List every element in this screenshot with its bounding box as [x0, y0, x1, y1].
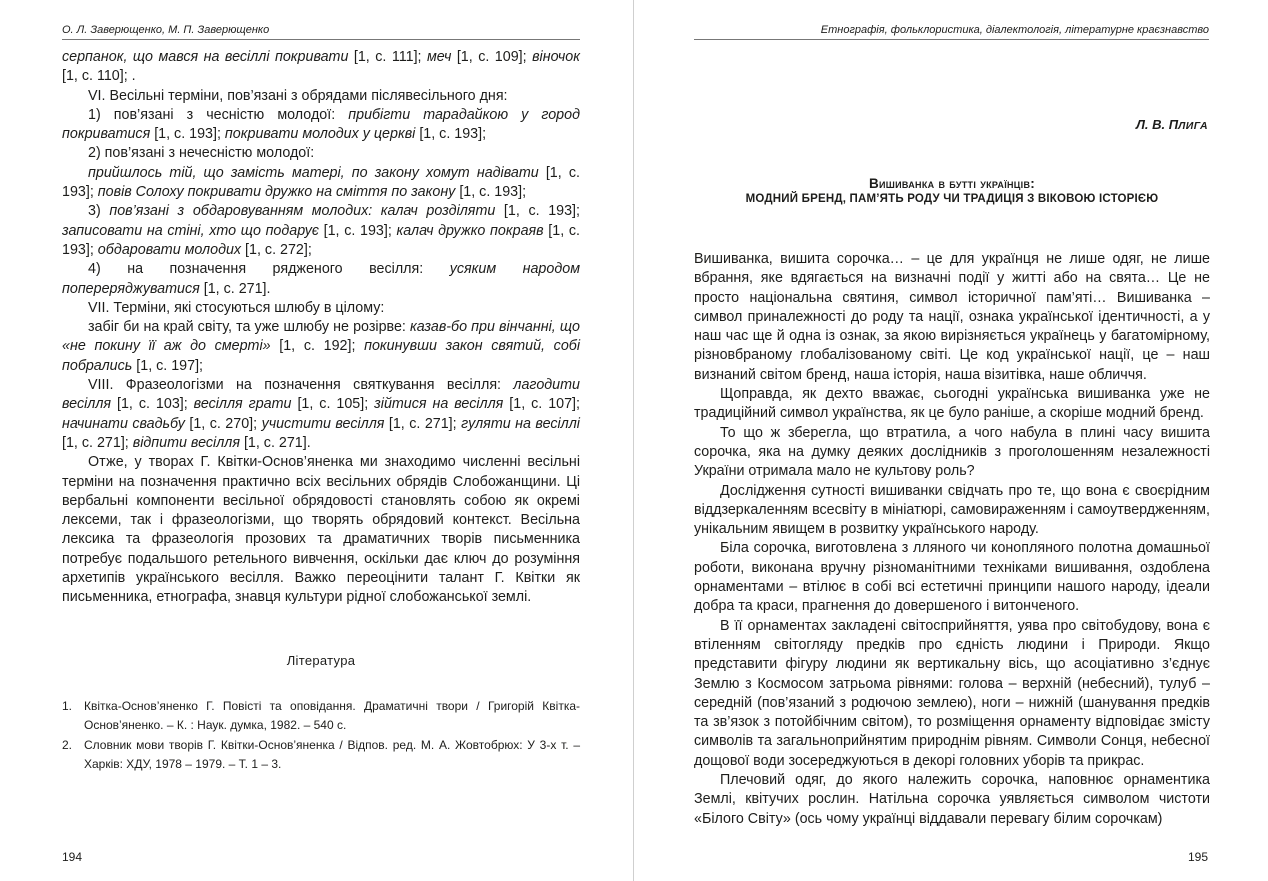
left-running-head: О. Л. Заверющенко, М. П. Заверющенко — [62, 24, 580, 40]
right-page — [634, 0, 1268, 881]
paragraph: Отже, у творах Г. Квітки-Основ’яненка ми знаходимо численні весільні терміни на позначення практично всіх весільних обрядів Слобожанщини. Ці вербальні компоненти весільної обрядовості становлять собою як окремі лексеми, так і фразеологізми, що творять обрядовий контекст. Весільна лексика та фразеологія прозових та драматичних творів письменника потребує подальшого ретельного вивчення, оскільки дає ключ до розуміння архетипів українського весілля. Важко переоцінити талант Г. Квітки як письменника, етнографа, знавця культури рідної слобожанської землі. — [62, 454, 580, 606]
paragraph: То що ж збереглa, що втратила, а чого набула в плині часу вишита сорочка, яка на думку деяких дослідників з проголошенням незалежності України отримала мало не культову роль? — [694, 424, 1210, 480]
paragraph: 3) пов’язані з обдаровуванням молодих: калач розділяти [1, с. 193]; записовати на стіні, хто що подарує [1, с. 193]; калач дружко покраяв [1, с. 193]; обдаровати молодих [1, с. 272]; — [62, 203, 581, 258]
bibliography-number: 2. — [62, 738, 73, 752]
article-title-line1: Вишиванка в бутті українців: — [868, 176, 1036, 191]
paragraph: 2) пов’язані з нечесністю молодої: — [88, 145, 315, 162]
bibliography-list — [62, 697, 580, 775]
paragraph: Щоправда, як дехто вважає, сьогодні українська вишиванка уже не традиційний символ українства, як це було раніше, а скоріше модний бренд. — [694, 386, 1210, 422]
bibliography-text: Квітка-Основ’яненко Г. Повісті та оповідання. Драматичні твори / Григорій Квітка-Основ’яненко. – К. : Наук. думка, 1982. – 540 с. — [84, 699, 580, 732]
paragraph: VI. Весільні терміни, пов’язані з обрядами післявесільного дня: — [88, 87, 508, 104]
right-running-head: Етнографія, фольклористика, діалектологія, літературне краєзнавство — [694, 24, 1209, 40]
left-page-number: 194 — [62, 850, 83, 864]
paragraph: 4) на позначення ряджeного весілля: усяким народом попереряджуватися [1, с. 271]. — [62, 261, 580, 297]
right-page-number: 195 — [1187, 850, 1208, 864]
paragraph: Вишиванка, вишита сорочка… – це для українця не лише одяг, не лише вбрання, яке вдягається на визначні події у житті або на свята… Це не просто національна святиня, символ історичної пам’яті… Вишиванка – символ приналежності до роду та нації, ознака української ідентичності, а у наш час ще й одна із ознак, за якою вирізняється українець у багатомірному, різновбраному глобалізованому світі. Це код української нації, це – наш визнаний світом бренд, наша історія, наша візитівка, наше обличчя. — [694, 251, 1210, 383]
paragraph: прийшлось тій, що замість матері, по закону хомут надівати [1, с. 193]; повів Солоху покривати дружко на сміття по закону [1, с. 193]; — [62, 164, 580, 201]
paragraph: 1) пов’язані з чесністю молодої: прибігти тарадайкою у город покриватися [1, с. 193]; покривати молодих у церкві [1, с. 193]; — [62, 106, 580, 143]
paragraph: Біла сорочка, виготовлена з лляного чи конопляного полотна домашньої роботи, виконана вручну різноманітними техніками вишивання, оздоблена орнаментами – втілює в собі всі естетичні принципи нашого народу, ідеали добра та краси, прагнення до довершеного і витонченого. — [694, 540, 1210, 615]
author-name: Л. В. ПЛИГА — [1136, 117, 1208, 132]
paragraph: серпанок, що мався на весіллі покривати [1, с. 111]; меч [1, с. 109]; віночок [1, с. 110]; . — [62, 49, 580, 85]
paragraph: VII. Терміни, які стосуються шлюбу в цілому: — [88, 299, 385, 316]
article-title — [694, 176, 1210, 205]
paragraph: Дослідження сутності вишиванки свідчать про те, що вона є своєрідним віддзеркаленням всесвіту в мініатюрі, самовираженням і самоутвердженням, унікальним явищем в розвитку українського народу. — [694, 482, 1210, 538]
bibliography-text: Словник мови творів Г. Квітки-Основ’яненка / Відпов. ред. М. А. Жовтобрюх: У 3-х т. – Харків: ХДУ, 1978 – 1979. – Т. 1 – 3. — [84, 738, 580, 771]
article-title-line2: МОДНИЙ БРЕНД, ПАМ’ЯТЬ РОДУ ЧИ ТРАДИЦІЯ З ВІКОВОЮ ІСТОРІЄЮ — [745, 193, 1159, 205]
bibliography-item — [62, 697, 580, 734]
literature-heading: Література — [286, 653, 356, 668]
bibliography-number: 1. — [62, 699, 73, 713]
paragraph: VIII. Фразеологізми на позначення святкування весілля: лагодити весілля [1, с. 103]; весілля грати [1, с. 105]; зійтися на весілля [1, с. 107]; начинати свадьбу [1, с. 270]; учистити весілля [1, с. 271]; гуляти на весіллі [1, с. 271]; відпити весілля [1, с. 271]. — [62, 377, 580, 451]
left-body-text — [62, 48, 580, 608]
paragraph: В її орнаментах закладені світосприйняття, уява про світобудову, вона є втіленням світогляду предків про єдність людини і Природи. Якщо представити фігуру людини як вертикальну вісь, що асоціативно з’єднує Землю з Космосом затрьома рівнями: голова – верхній (небесний), тулуб – середній (пов’язаний з родючою землею), ноги – нижній (шанування предків та зв’язок з потойбічним світом), то розміщення орнаменту відповідає змісту символів та загальноприйнятим природнім рівням. Символи Сонця, небесної дощової води зосереджуються в декорі головних уборів та прикрас. — [694, 617, 1210, 769]
bibliography-item — [62, 736, 580, 773]
right-body-text — [694, 250, 1210, 829]
paragraph: Плечовий одяг, до якого належить сорочка, наповнює орнаментика Землі, квітучих рослин. Натільна сорочка уявляється символом чистоти «Білого Світу» (ось чому українці віддавали перевагу білим сорочкам) — [694, 772, 1210, 827]
paragraph: забіг би на край світу, та уже шлюбу не розірве: казав-бо при вінчанні, що «не покину її аж до смерті» [1, с. 192]; покинувши закон святий, собі побрались [1, с. 197]; — [62, 319, 580, 374]
